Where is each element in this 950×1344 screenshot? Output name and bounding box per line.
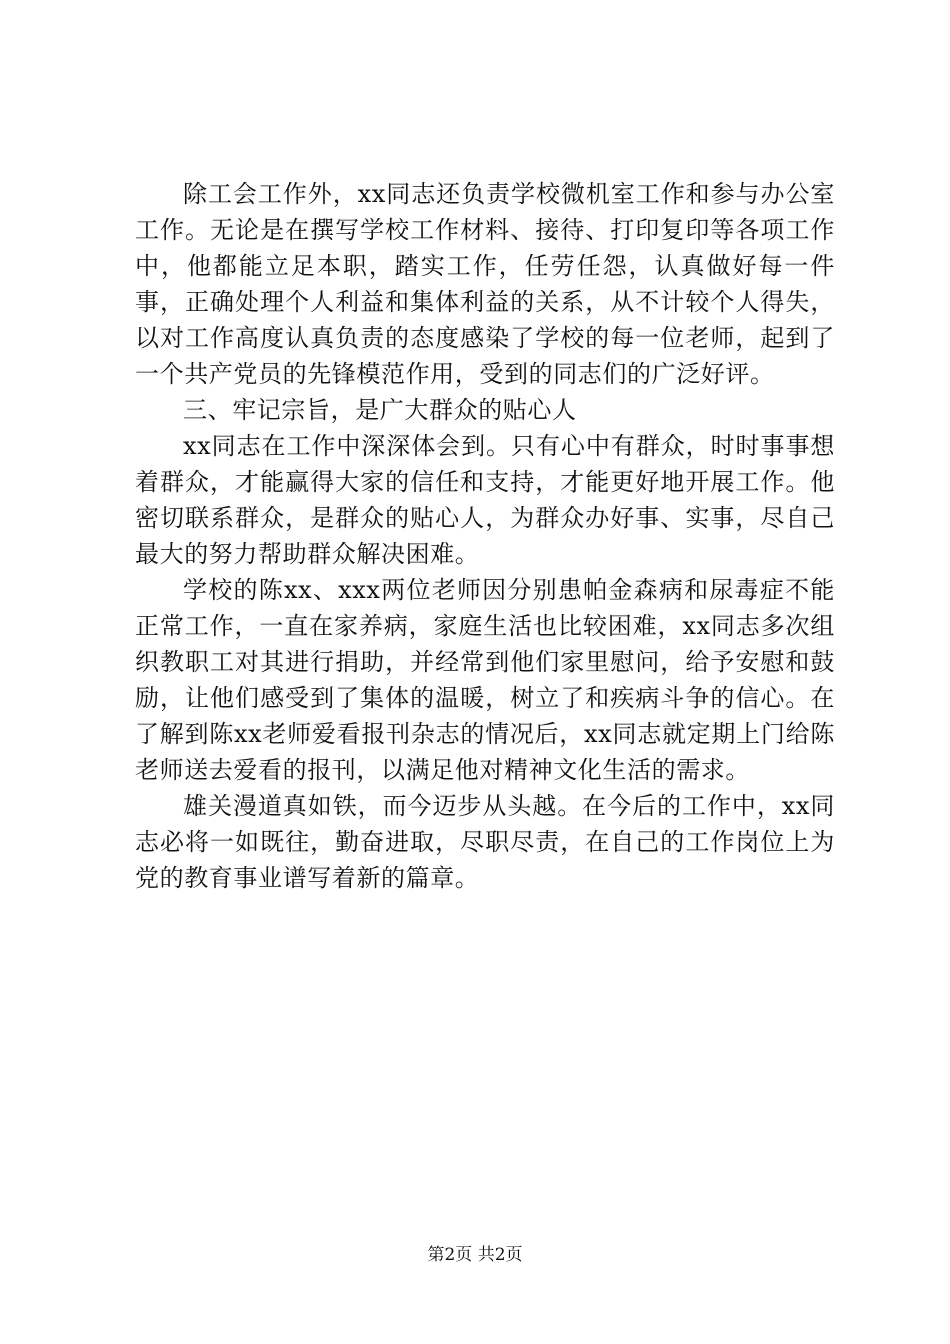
page-footer: 第2页 共2页 [427,1245,523,1265]
paragraph-helping-teachers: 学校的陈xx、xxx两位老师因分别患帕金森病和尿毒症不能正常工作，一直在家养病，家庭生活也比较困难，xx同志多次组织教职工对其进行捐助，并经常到他们家里慰问，给予安慰和鼓励，让他们感受到了集体的温暖，树立了和疾病斗争的信心。在了解到陈xx老师爱看报刊杂志的情况后，xx同志就定期上门给陈老师送去爱看的报刊，以满足他对精神文化生活的需求。 [135,576,835,784]
paragraph-office-work: 除工会工作外，xx同志还负责学校微机室工作和参与办公室工作。无论是在撰写学校工作材料、接待、打印复印等各项工作中，他都能立足本职，踏实工作，任劳任怨，认真做好每一件事，正确处理个人利益和集体利益的关系，从不计较个人得失，以对工作高度认真负责的态度感染了学校的每一位老师，起到了一个共产党员的先锋模范作用，受到的同志们的广泛好评。 [135,180,835,388]
section-heading-3: 三、牢记宗旨，是广大群众的贴心人 [183,396,577,424]
document-body [135,176,835,896]
paragraph-conclusion: 雄关漫道真如铁，而今迈步从头越。在今后的工作中，xx同志必将一如既往，勤奋进取，尽职尽责，在自己的工作岗位上为党的教育事业谱写着新的篇章。 [135,792,835,892]
paragraph-close-to-masses: xx同志在工作中深深体会到。只有心中有群众，时时事事想着群众，才能赢得大家的信任和支持，才能更好地开展工作。他密切联系群众，是群众的贴心人，为群众办好事、实事，尽自己最大的努力帮助群众解决困难。 [135,432,835,568]
